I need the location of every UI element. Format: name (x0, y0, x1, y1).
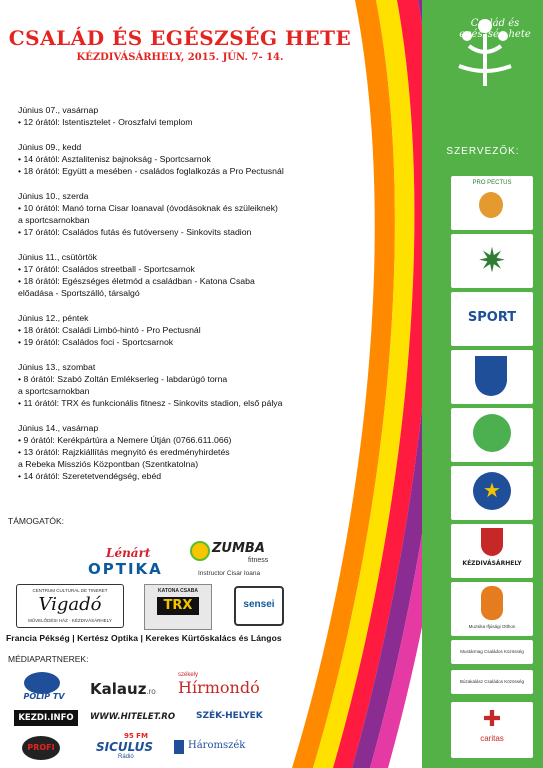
event-line: előadása - Sportszálló, társalgó (18, 288, 140, 298)
logo-text: TRX (157, 597, 199, 615)
polip-tv-logo (14, 672, 74, 704)
logo-text: Hírmondó (178, 678, 260, 697)
event-line: • 8 órától: Szabó Zoltán Emlékserleg - labdarúgó torna (18, 374, 228, 384)
media-label: MÉDIAPARTNEREK: (8, 654, 89, 664)
logo-text: WWW.HITELET.RO (90, 712, 176, 722)
logo-text: KATONA CSABA (158, 588, 198, 594)
polip-mark-icon (24, 672, 60, 694)
logo-text: Kalauz (90, 680, 147, 698)
logo-text: Búzakalász Családos Közösség (459, 679, 525, 684)
person-icon (481, 586, 503, 620)
logo-text: MŰVELŐDÉSI HÁZ - KÉZDIVÁSÁRHELY (28, 618, 112, 623)
logo-text: .ro (146, 687, 156, 696)
logo-text: CENTRUM CULTURAL DE TINERET (32, 588, 108, 593)
logo-text: Rádió (118, 754, 134, 760)
logo-text: Muzsika Ifjúsági Otthon (468, 624, 516, 629)
hitelet-logo (90, 712, 176, 726)
event-line: • 17 órától: Családos futás és futóverseny - Sinkovits stadion (18, 227, 252, 237)
haromszek-mark-icon (174, 740, 184, 754)
kezdi-info-logo (14, 710, 78, 726)
day-title: Június 12., péntek (18, 313, 89, 323)
logo-text: sensei (243, 599, 275, 610)
siculus-radio-logo (96, 732, 174, 764)
event-line: • 14 órától: Asztalitenisz bajnokság - Sportcsarnok (18, 154, 211, 164)
logo-text: 95 FM (124, 732, 148, 740)
org-kse (451, 350, 533, 404)
day-title: Június 13., szombat (18, 362, 96, 372)
logo-text: Háromszék (188, 740, 246, 751)
caritas-cross-icon: ✚ (482, 706, 502, 731)
day-title: Június 14., vasárnap (18, 423, 99, 433)
szekely-hirmondo-logo (176, 672, 286, 702)
event-line: a sportcsarnokban (18, 386, 90, 396)
org-green-star (451, 234, 533, 288)
szek-helyek-logo (190, 708, 266, 728)
sponsor-text-line: Francia Pékség | Kertész Optika | Kerekes Kürtőskalács és Lángos (6, 633, 282, 643)
logo-text: SPORT (467, 310, 517, 325)
sidebar-logo-text: Család és egészség hete (459, 18, 531, 40)
pro-pectus-icon (479, 192, 503, 218)
event-line: • 19 órától: Családos foci - Sportcsarnok (18, 337, 174, 347)
lenart-optika-logo (88, 546, 180, 580)
day-block (18, 422, 358, 482)
event-line: • 18 órától: Családi Limbó-hintó - Pro Pectusnál (18, 325, 201, 335)
logo-text: POLIP TV (23, 692, 65, 701)
logo-text: KEZDI.INFO (18, 713, 74, 723)
org-hand (451, 408, 533, 462)
organizers-label: SZERVEZŐK: (446, 146, 520, 157)
logo-text: SICULUS (96, 740, 154, 754)
hand-icon (473, 414, 511, 452)
day-block (18, 312, 358, 348)
day-block (18, 190, 358, 238)
profi-logo (16, 734, 66, 762)
org-buzakalasz (451, 670, 533, 694)
logo-text: Mustármag Családos Közösség (460, 649, 524, 654)
day-block (18, 251, 358, 299)
vigado-logo (16, 584, 124, 628)
event-line: a Rebeka Missziós Központban (Szentkatolna) (18, 459, 199, 469)
event-line: • 18 órától: Egészséges életmód a családban - Katona Csaba (18, 276, 255, 286)
logo-text: PROFI (27, 743, 55, 752)
event-line: • 11 órától: TRX és funkcionális fitnesz - Sinkovits stadion, első pálya (18, 398, 283, 408)
org-sport (451, 292, 533, 346)
emblem-icon: ★ (473, 472, 511, 510)
logo-text: Vigadó (38, 594, 102, 615)
org-caritas (451, 702, 533, 758)
event-line: • 9 órától: Kerékpártúra a Nemere Útján (0766.611.066) (18, 435, 232, 445)
schedule (18, 104, 358, 495)
day-title: Június 09., kedd (18, 142, 82, 152)
logo-text: Lénárt (106, 546, 151, 560)
day-block (18, 104, 358, 128)
logo-text: PRO PECTUS (472, 180, 512, 186)
org-mustarmag (451, 640, 533, 664)
org-muzsika (451, 582, 533, 636)
event-line: a sportcsarnokban (18, 215, 90, 225)
trx-logo (144, 584, 212, 630)
day-block (18, 361, 358, 409)
event-line: • 12 órától: Istentisztelet - Oroszfalvi templom (18, 117, 193, 127)
day-block (18, 141, 358, 177)
logo-text: székely (178, 672, 199, 678)
day-title: Június 07., vasárnap (18, 105, 99, 115)
sensei-logo (234, 586, 284, 626)
logo-text: fitness (248, 557, 269, 564)
city-crest-icon (481, 528, 503, 556)
day-title: Június 10., szerda (18, 191, 89, 201)
kalauz-logo (90, 680, 156, 700)
org-kezdivasarhely (451, 524, 533, 578)
event-line: • 10 órától: Manó torna Cisar Ioanaval (óvodásoknak és szüleiknek) (18, 203, 278, 213)
day-title: Június 11., csütörtök (18, 252, 98, 262)
logo-text: OPTIKA (88, 560, 163, 578)
event-line: • 13 órától: Rajzkiállítás megnyitó és eredményhirdetés (18, 447, 230, 457)
logo-text: ZUMBA (212, 541, 265, 556)
event-line: • 17 órától: Családos streetball - Sportcsarnok (18, 264, 195, 274)
logo-text: SZÉK-HELYEK (196, 711, 263, 721)
logo-text: Instructor Cisar Ioana (198, 570, 261, 577)
haromszek-logo (174, 738, 254, 758)
star-icon: ✷ (477, 242, 507, 280)
org-star-emblem (451, 466, 533, 520)
zumba-logo (190, 540, 280, 582)
sponsors-label: TÁMOGATÓK: (8, 516, 65, 526)
page-subtitle: KÉZDIVÁSÁRHELY, 2015. JÚN. 7- 14. (76, 52, 284, 63)
logo-text: caritas (480, 734, 504, 743)
event-line: • 14 órától: Szeretetvendégség, ebéd (18, 471, 162, 481)
event-line: • 18 órától: Együtt a mesében - családos foglalkozás a Pro Pectusnál (18, 166, 284, 176)
zumba-mark-icon (190, 541, 210, 561)
org-pro-pectus (451, 176, 533, 230)
page-title: CSALÁD ÉS EGÉSZSÉG HETE (8, 26, 352, 50)
kse-crest-icon (475, 356, 507, 396)
logo-text: KÉZDIVÁSÁRHELY (462, 560, 522, 567)
